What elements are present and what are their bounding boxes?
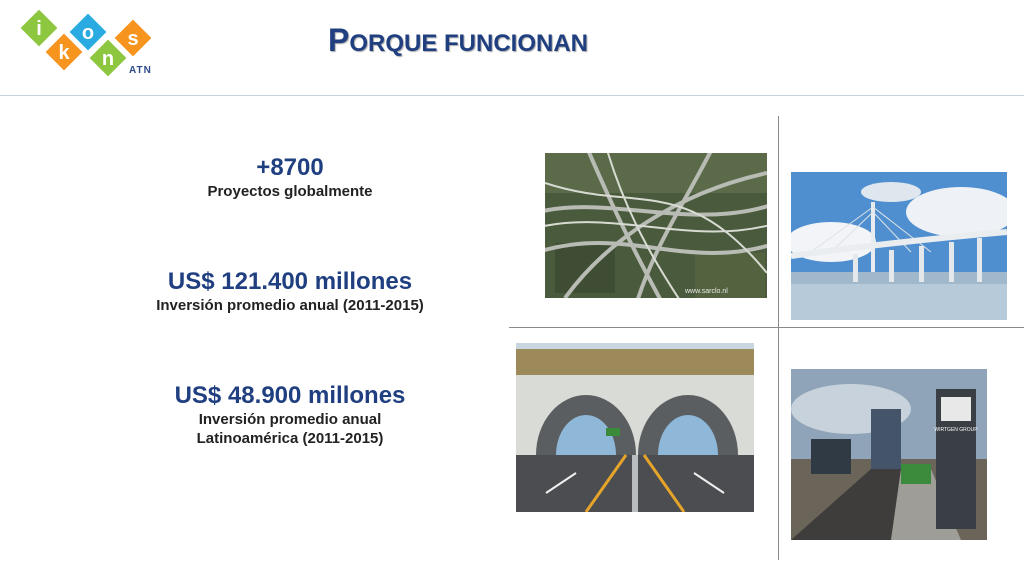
logo-letter: n: [101, 48, 115, 70]
stat-description: Inversión promedio anual: [198, 411, 382, 428]
page-title: [328, 22, 588, 59]
grid-divider-vertical: [778, 116, 779, 560]
photo-sign-text: WIRTGEN GROUP: [934, 427, 978, 433]
photo-watermark: www.sarclo.nl: [685, 288, 728, 295]
interchange-photo: [545, 153, 767, 298]
stat-value: US$ 48.900 millones: [174, 382, 406, 409]
stat-value: US$ 121.400 millones: [167, 268, 413, 295]
stat-value: +8700: [256, 154, 324, 181]
stat-description: Proyectos globalmente: [207, 183, 373, 200]
stat-global-investment: [90, 268, 490, 315]
header-divider: [0, 95, 1024, 96]
stat-projects: [90, 154, 490, 201]
stat-latam-investment: [90, 382, 490, 448]
paving-photo: [791, 369, 987, 540]
logo-letter: o: [81, 22, 95, 44]
stat-description: Inversión promedio anual (2011-2015): [156, 297, 424, 314]
logo-letter: s: [127, 28, 139, 50]
tunnel-photo: [516, 343, 754, 512]
stat-description: Latinoamérica (2011-2015): [196, 430, 384, 447]
bridge-photo: [791, 172, 1007, 320]
grid-divider-horizontal: [509, 327, 1024, 328]
title-initial: P: [328, 22, 350, 58]
logo-subtitle: ATN: [129, 65, 152, 76]
logo-letter: i: [36, 18, 42, 40]
title-rest: ORQUE FUNCIONAN: [349, 30, 589, 57]
logo-letter: k: [58, 42, 70, 64]
